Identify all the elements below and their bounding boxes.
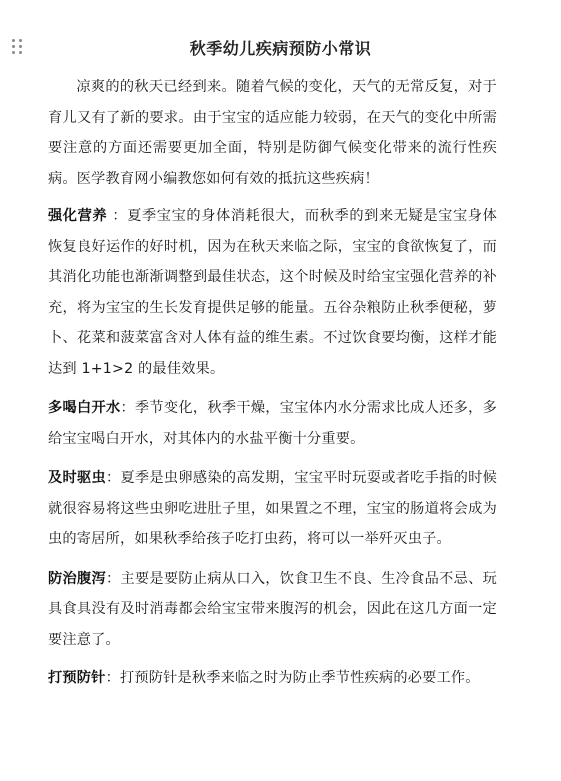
section-heading: 防治腹泻 <box>48 570 106 587</box>
section-paragraph-water <box>48 393 497 454</box>
section-paragraph-nutrition <box>48 201 497 384</box>
section-text: ：主要是要防止病从口入，饮食卫生不良、生冷食品不忌、玩具食具没有及时消毒都会给宝宝带来腹泻的机会，因此在这几方面一定要注意了。 <box>48 570 497 648</box>
section-text: ：打预防针是秋季来临之时为防止季节性疾病的必要工作。 <box>105 670 480 686</box>
section-paragraph-deworming <box>48 463 497 555</box>
document-body <box>48 72 497 698</box>
section-text: ：季节变化，秋季干燥，宝宝体内水分需求比成人还多，多给宝宝喝白开水，对其体内的水盐平衡十分重要。 <box>48 400 497 447</box>
section-heading: 强化营养 <box>48 208 108 224</box>
section-text: ：夏季宝宝的身体消耗很大，而秋季的到来无疑是宝宝身体恢复良好运作的好时机，因为在秋天来临之际，宝宝的食欲恢复了，而其消化功能也渐渐调整到最佳状态，这个时候及时给宝宝强化营养的补充，将为宝宝的生长发育提供足够的能量。五谷杂粮防止秋季便秘，萝卜、花菜和菠菜富含对人体有益的维生素。不过饮食要均衡，这样才能达到 1+1>2 的最佳效果。 <box>48 208 497 377</box>
section-text: ：夏季是虫卵感染的高发期，宝宝平时玩耍或者吃手指的时候就很容易将这些虫卵吃进肚子里，如果置之不理，宝宝的肠道将会成为虫的寄居所，如果秋季给孩子吃打虫药，将可以一举歼灭虫子。 <box>48 470 497 547</box>
section-heading: 打预防针 <box>48 670 106 686</box>
intro-paragraph: 凉爽的的秋天已经到来。随着气候的变化，天气的无常反复，对于育儿又有了新的要求。由于宝宝的适应能力较弱，在天气的变化中所需要注意的方面还需要更加全面，特别是防御气候变化带来的流行性疾病。医学教育网小编教您如何有效的抵抗这些疾病！ <box>48 79 497 187</box>
section-paragraph-vaccination <box>48 663 497 694</box>
section-paragraph-diarrhea <box>48 564 497 656</box>
section-heading: 及时驱虫 <box>48 470 106 486</box>
document-title: 秋季幼儿疾病预防小常识 <box>189 39 372 58</box>
section-heading: 多喝白开水 <box>48 400 121 416</box>
